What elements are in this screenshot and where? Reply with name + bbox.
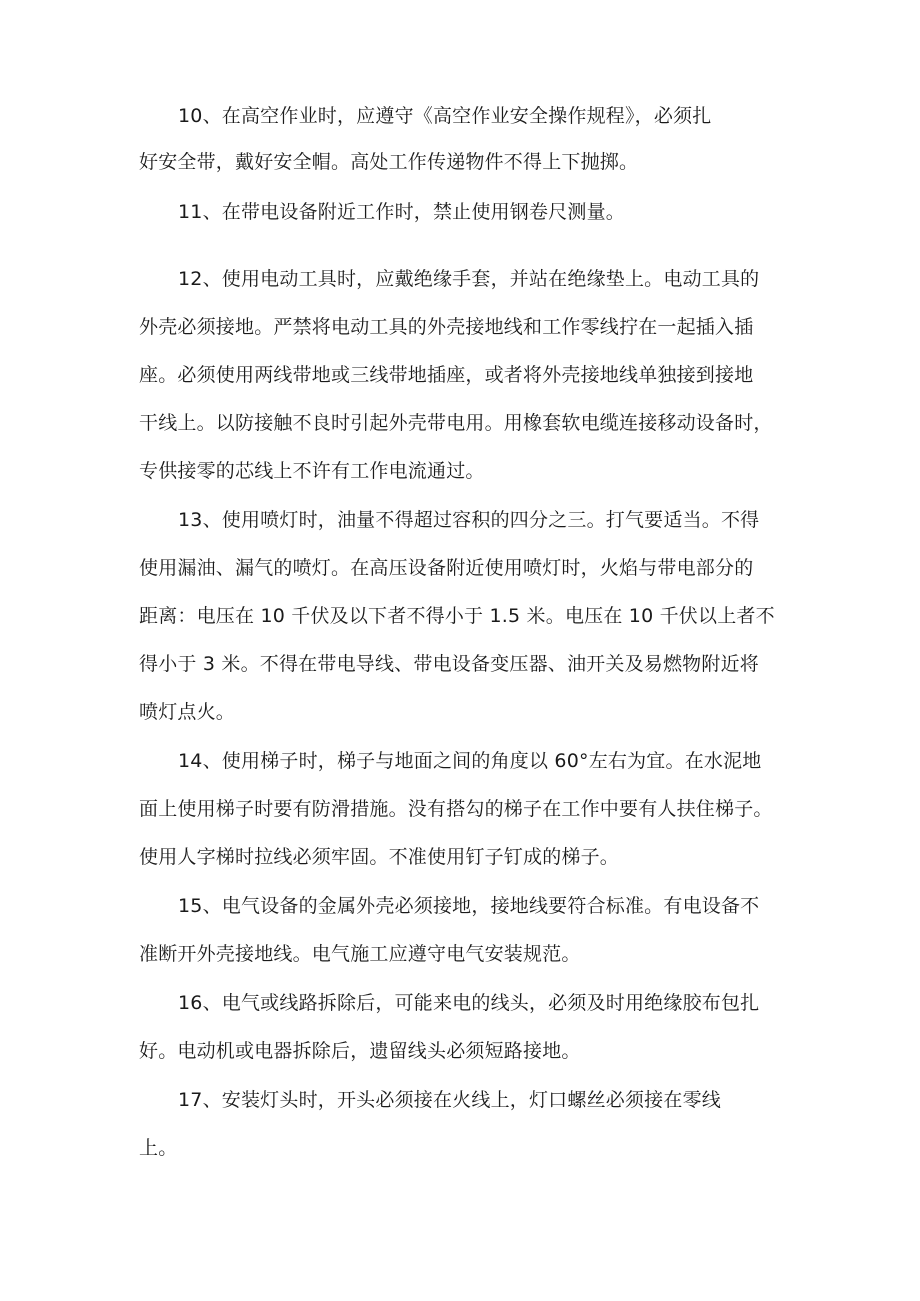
text-line: 上。 (139, 1137, 178, 1159)
text-line: 专供接零的芯线上不许有工作电流通过。 (139, 460, 485, 482)
text-line: 使用漏油、漏气的喷灯。在高压设备附近使用喷灯时，火焰与带电部分的 (139, 557, 754, 579)
text-line: 17、安装灯头时，开头必须接在火线上，灯口螺丝必须接在零线 (178, 1089, 721, 1111)
text-line: 喷灯点火。 (139, 701, 236, 723)
text-line: 座。必须使用两线带地或三线带地插座，或者将外壳接地线单独接到接地 (139, 364, 754, 386)
text-line: 14、使用梯子时，梯子与地面之间的角度以 60°左右为宜。在水泥地 (178, 750, 762, 772)
text-line: 面上使用梯子时要有防滑措施。没有搭勾的梯子在工作中要有人扶住梯子。 (139, 798, 773, 820)
text-line: 15、电气设备的金属外壳必须接地，接地线要符合标准。有电设备不 (178, 895, 760, 917)
text-line: 得小于 3 米。不得在带电导线、带电设备变压器、油开关及易燃物附近将 (139, 653, 759, 675)
text-line: 好。电动机或电器拆除后，遗留线头必须短路接地。 (139, 1040, 581, 1062)
text-line: 13、使用喷灯时，油量不得超过容积的四分之三。打气要适当。不得 (178, 509, 760, 531)
text-line: 干线上。以防接触不良时引起外壳带电用。用橡套软电缆连接移动设备时， (139, 412, 773, 434)
text-line: 12、使用电动工具时，应戴绝缘手套，并站在绝缘垫上。电动工具的 (178, 268, 760, 290)
text-line: 使用人字梯时拉线必须牢固。不准使用钉子钉成的梯子。 (139, 846, 620, 868)
text-line: 距离：电压在 10 千伏及以下者不得小于 1.5 米。电压在 10 千伏以上者不 (139, 605, 775, 627)
text-line: 16、电气或线路拆除后，可能来电的线头，必须及时用绝缘胶布包扎 (178, 992, 760, 1014)
text-line: 准断开外壳接地线。电气施工应遵守电气安装规范。 (139, 943, 581, 965)
text-line: 好安全带，戴好安全帽。高处工作传递物件不得上下抛掷。 (139, 151, 639, 173)
text-line: 11、在带电设备附近工作时，禁止使用钢卷尺测量。 (178, 201, 625, 223)
text-line: 10、在高空作业时，应遵守《高空作业安全操作规程》，必须扎 (178, 105, 712, 127)
text-line: 外壳必须接地。严禁将电动工具的外壳接地线和工作零线拧在一起插入插 (139, 316, 754, 338)
